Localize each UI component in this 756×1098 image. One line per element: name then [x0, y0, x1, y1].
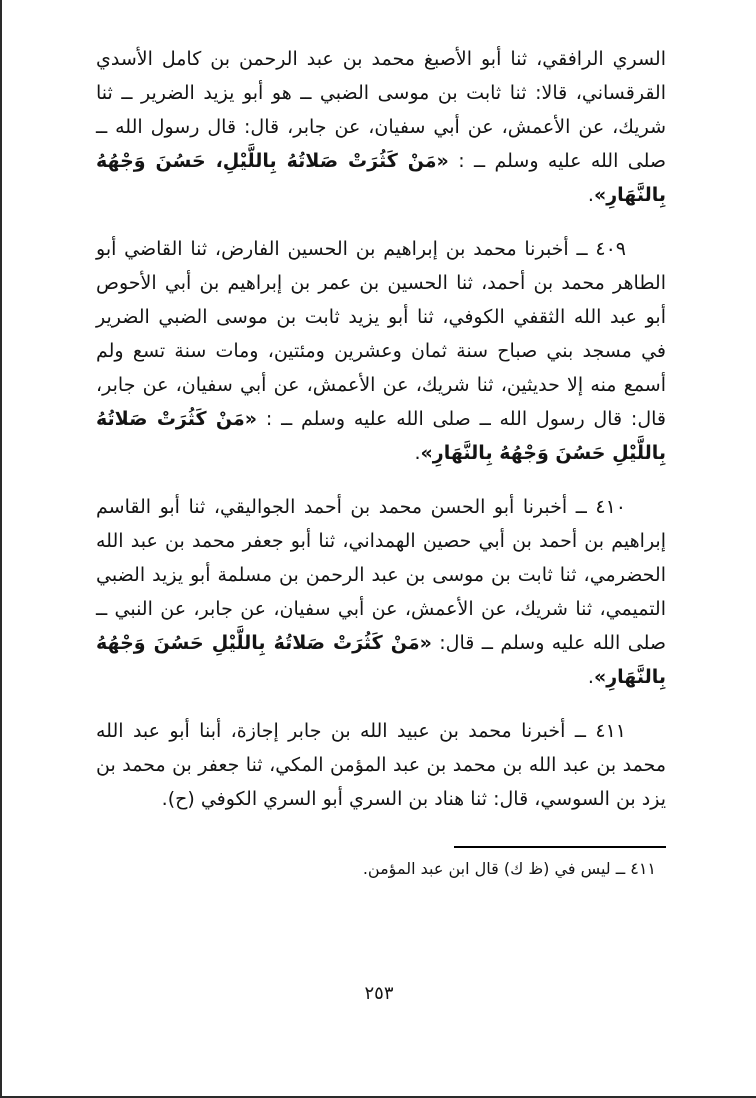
paragraph-tail: .: [587, 184, 594, 206]
footnote: ٤١١ ــ ليس في (ظ ك) قال ابن عبد المؤمن.: [362, 859, 656, 878]
paragraph-continuation: [96, 42, 666, 212]
paragraph-text: ٤١١ ــ أخبرنا محمد بن عبيد الله بن جابر إجازة، أبنا أبو عبد الله محمد بن عبد الله بن محمد بن عبد المؤمن المكي، ثنا جعفر بن محمد بن يزد بن السوسي، قال: ثنا هناد بن السري أبو السري الكوفي (ح).: [96, 720, 666, 810]
paragraph-text: ٤١٠ ــ أخبرنا أبو الحسن محمد بن أحمد الجواليقي، ثنا أبو القاسم إبراهيم بن أحمد بن أبي حصين الهمداني، ثنا أبو جعفر محمد بن عبد الله الحضرمي، ثنا ثابت بن موسى بن عبد الرحمن بن مسلمة أبو يزيد الضبي التميمي، ثنا شريك، عن الأعمش، عن أبي سفيان، عن جابر، عن النبي ــ صلى الله عليه وسلم ــ قال:: [96, 496, 666, 654]
paragraph-411: [96, 714, 666, 816]
hadith-quote: «مَنْ كَثُرَتْ صَلاتُهُ بِاللَّيْلِ حَسُنَ وَجْهُهُ بِالنَّهَارِ»: [96, 408, 666, 464]
paragraph-text: ٤٠٩ ــ أخبرنا محمد بن إبراهيم بن الحسين الفارض، ثنا القاضي أبو الطاهر محمد بن أحمد، ثنا الحسين بن عمر بن إبراهيم بن أبي الأحوص أبو عبد الله الثقفي الكوفي، ثنا أبو يزيد ثابت بن موسى الضبي الضرير في مسجد بني صباح سنة ثمان وعشرين ومئتين، ومات سنة تسع ولم أسمع منه إلا حديثين، ثنا شريك، عن الأعمش، عن أبي سفيان، عن جابر، قال: قال رسول الله ــ صلى الله عليه وسلم ــ :: [96, 238, 666, 430]
page-number: ٢٥٣: [364, 983, 394, 1004]
page-body: [2, 0, 756, 882]
footnote-separator: [454, 846, 666, 848]
hadith-quote: «مَنْ كَثُرَتْ صَلاتُهُ بِاللَّيْلِ، حَسُنَ وَجْهُهُ بِالنَّهَارِ»: [96, 150, 666, 206]
paragraph-409: [96, 232, 666, 470]
hadith-quote: «مَنْ كَثُرَتْ صَلاتُهُ بِاللَّيْلِ حَسُنَ وَجْهُهُ بِالنَّهَارِ»: [96, 632, 666, 688]
paragraph-tail: .: [587, 666, 594, 688]
paragraph-text: السري الرافقي، ثنا أبو الأصبغ محمد بن عبد الرحمن بن كامل الأسدي القرقساني، قالا: ثنا ثابت بن موسى الضبي ــ هو أبو يزيد الضرير ــ ثنا شريك، عن الأعمش، عن أبي سفيان، عن جابر، قال: قال رسول الله ــ صلى الله عليه وسلم ــ :: [96, 48, 667, 172]
paragraph-410: [96, 490, 666, 694]
paragraph-tail: .: [414, 442, 421, 464]
